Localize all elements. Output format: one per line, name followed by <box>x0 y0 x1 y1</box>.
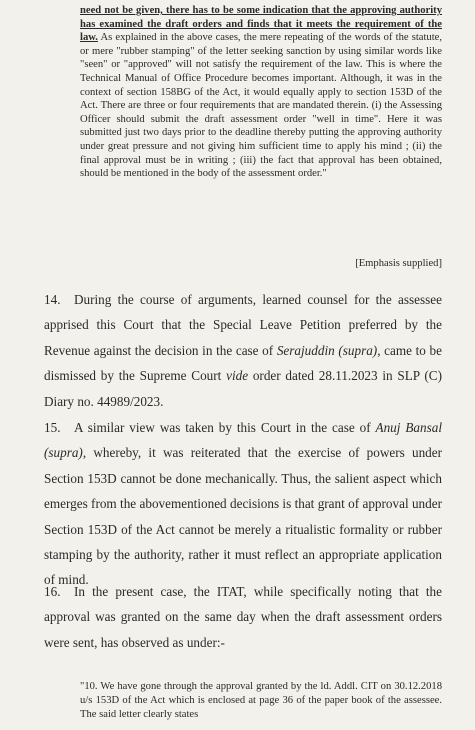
paragraph-text: order dated 28.11.2023 in SLP (C) Diary no. 44989/2023. <box>44 368 442 409</box>
paragraph-text: During the course of arguments, learned counsel for the assessee apprised this Court that the Special Leave Petition preferred by the Revenue against the decision in the case of <box>44 292 442 358</box>
paragraph-text: In the present case, the ITAT, while specifically noting that the approval was granted on the same day when the draft assessment orders were sent, has observed as under:- <box>44 584 442 650</box>
paragraph-text: , whereby, it was reiterated that the exercise of powers under Section 153D cannot be done mechanically. Thus, the salient aspect which emerges from the abovementioned decisions is that grant of approval under Section 153D of the Act cannot be merely a ritualistic formality or rubber stamping by the authority, rather it must reflect an appropriate application of mind. <box>44 445 442 588</box>
block-quote-top <box>80 4 442 181</box>
emphasized-text: need not be given, there has to be some indication that the approving authority has examined the draft orders and finds that it meets the requirement of the law. <box>80 5 442 44</box>
case-name: Anuj Bansal (supra) <box>44 420 442 461</box>
emphasis-note: [Emphasis supplied] <box>355 258 442 269</box>
quote-paragraph: "10. We have gone through the approval granted by the ld. Addl. CIT on 30.12.2018 u/s 153D of the Act which is enclosed at page 36 of the paper book of the assessee. The said letter clearly states <box>80 681 442 720</box>
paragraph-text: , came to be dismissed by the Supreme Court <box>44 342 442 384</box>
paragraph-15 <box>44 415 442 593</box>
paragraph-14 <box>44 287 442 414</box>
paragraph-16 <box>44 579 442 655</box>
quote-text: As explained in the above cases, the mere repeating of the words of the statute, or mere "rubber stamping" of the letter seeking sanction by using similar words like "seen" or "approved" will not satisfy the requirement of the law. This is where the Technical Manual of Office Procedure becomes important. Although, it was in the context of section 158BG of the Act, it would equally apply to section 153D of the Act. There are three or four requirements that are mandated therein. (i) the Assessing Officer should submit the draft assessment order "well in time". Here it was submitted just two days prior to the deadline thereby putting the approving authority under great pressure and not giving him sufficient time to apply his mind ; (ii) the final approval must be in writing ; (iii) the fact that approval has been obtained, should be mentioned in the body of the assessment order." <box>80 32 442 180</box>
paragraph-number: 14. <box>44 292 61 307</box>
block-quote-bottom <box>80 680 442 722</box>
vide-term: vide <box>226 368 249 384</box>
quote-paragraph <box>80 4 442 181</box>
paragraph-number: 15. <box>44 420 61 435</box>
paragraph-text: A similar view was taken by this Court in the case of <box>74 420 376 435</box>
case-name: Serajuddin (supra) <box>276 342 378 358</box>
paragraph-number: 16. <box>44 584 61 599</box>
